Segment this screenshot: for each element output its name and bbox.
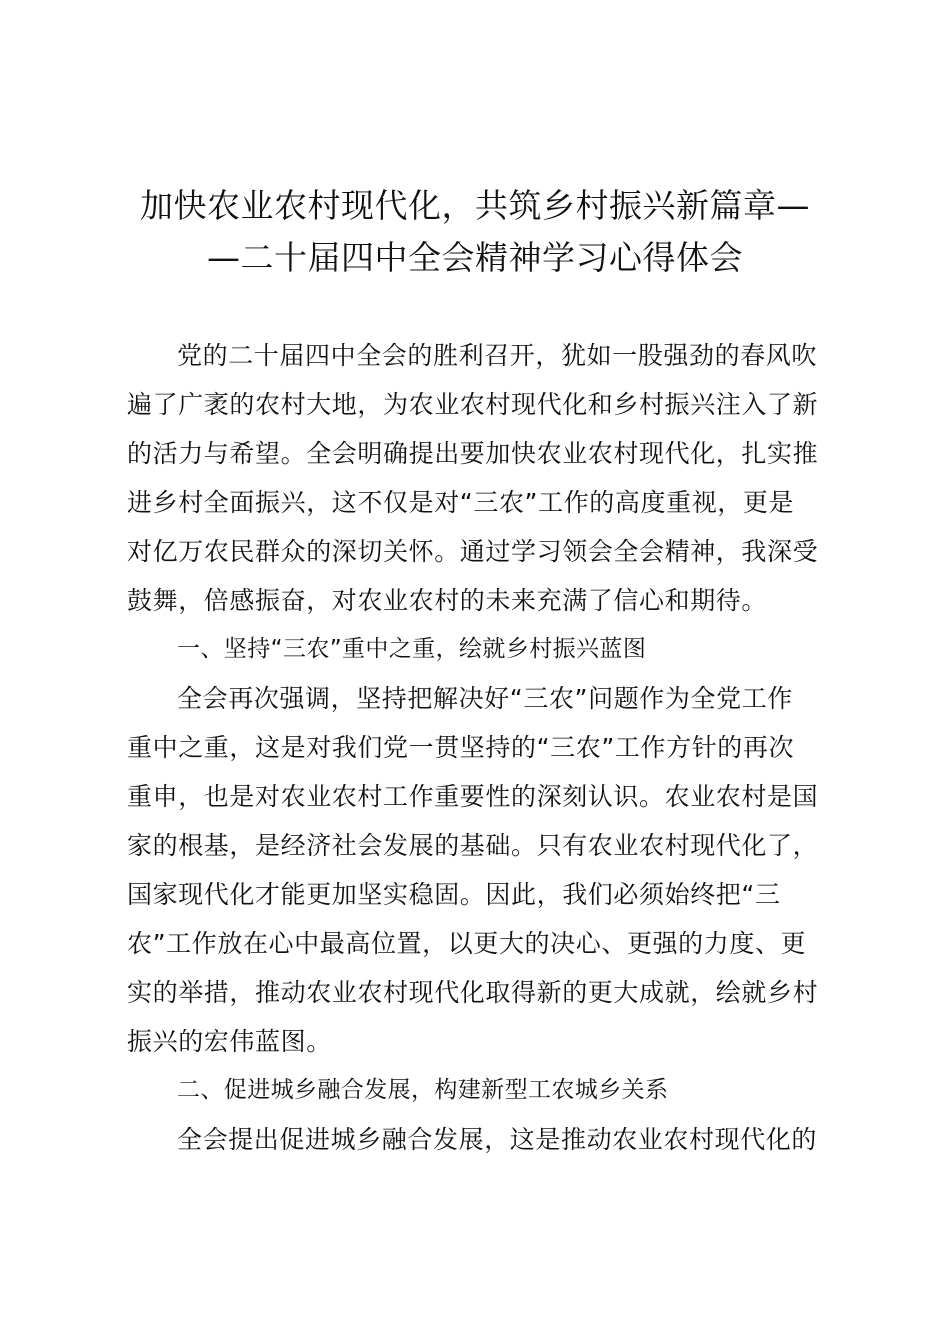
- text-line: 全会再次强调，坚持把解决好“三农”问题作为全党工作: [177, 684, 793, 713]
- text-line: 进乡村全面振兴，这不仅是对“三农”工作的高度重视，更是: [127, 488, 795, 517]
- section-heading-2: [127, 1066, 833, 1115]
- text-line: 农”工作放在心中最高位置，以更大的决心、更强的力度、更: [127, 929, 807, 958]
- paragraph-section-1: [127, 674, 833, 1066]
- text-line: 遍了广袤的农村大地，为农业农村现代化和乡村振兴注入了新: [127, 390, 819, 419]
- heading-line: 一、坚持“三农”重中之重，绘就乡村振兴蓝图: [177, 636, 647, 662]
- text-line: 鼓舞，倍感振奋，对农业农村的未来充满了信心和期待。: [127, 586, 768, 615]
- text-line: 全会提出促进城乡融合发展，这是推动农业农村现代化的: [177, 1125, 818, 1154]
- title-line-1: 加快农业农村现代化，共筑乡村振兴新篇章—: [140, 186, 810, 225]
- document-title: [120, 180, 830, 284]
- section-heading-1: [127, 625, 833, 674]
- text-line: 实的举措，推动农业农村现代化取得新的更大成就，绘就乡村: [127, 978, 819, 1007]
- text-line: 重申，也是对农业农村工作重要性的深刻认识。农业农村是国: [127, 782, 819, 811]
- text-line: 重中之重，这是对我们党一贯坚持的“三农”工作方针的再次: [127, 733, 795, 762]
- text-line: 振兴的宏伟蓝图。: [127, 1027, 332, 1056]
- text-line: 对亿万农民群众的深切关怀。通过学习领会全会精神，我深受: [127, 537, 819, 566]
- paragraph-intro: [127, 331, 833, 625]
- paragraph-section-2: [127, 1115, 833, 1164]
- document-body: [127, 331, 833, 1164]
- text-line: 的活力与希望。全会明确提出要加快农业农村现代化，扎实推: [127, 439, 819, 468]
- text-line: 党的二十届四中全会的胜利召开，犹如一股强劲的春风吹: [177, 341, 818, 370]
- text-line: 家的根基，是经济社会发展的基础。只有农业农村现代化了，: [127, 831, 819, 860]
- heading-line: 二、促进城乡融合发展，构建新型工农城乡关系: [177, 1077, 669, 1103]
- text-line: 国家现代化才能更加坚实稳固。因此，我们必须始终把“三: [127, 880, 781, 909]
- title-line-2: —二十届四中全会精神学习心得体会: [207, 238, 743, 277]
